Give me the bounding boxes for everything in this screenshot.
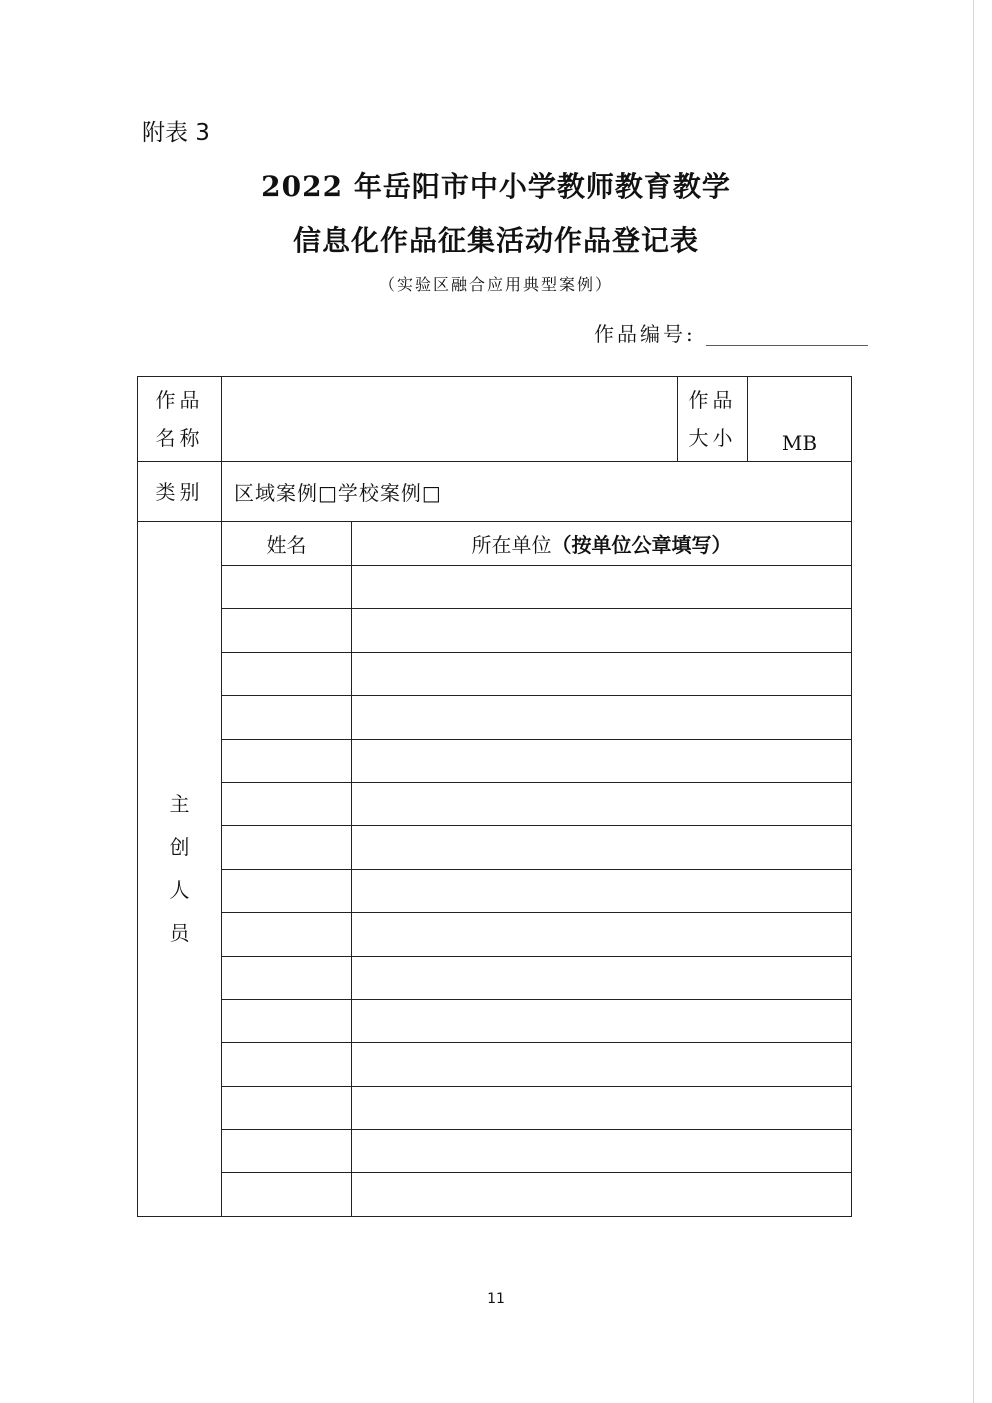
creators-label-char: 员: [169, 920, 190, 945]
work-number-label: 作品编号:: [594, 322, 696, 346]
appendix-label: 附表 3: [142, 120, 210, 146]
page-number: 11: [487, 1291, 505, 1307]
creator-unit-cell[interactable]: [352, 999, 852, 1042]
creator-unit-cell[interactable]: [352, 869, 852, 912]
work-name-field[interactable]: [222, 377, 678, 462]
scan-edge-line: [973, 0, 974, 1403]
work-name-label-line2: 名称: [155, 426, 204, 450]
creator-unit-cell[interactable]: [352, 696, 852, 739]
work-name-label: [138, 377, 222, 462]
work-size-label-line2: 大小: [688, 426, 737, 450]
creator-name-cell[interactable]: [222, 696, 352, 739]
column-header-unit-note: （按单位公章填写）: [551, 533, 732, 557]
table-row: [138, 1173, 852, 1216]
creator-unit-cell[interactable]: [352, 956, 852, 999]
creator-name-cell[interactable]: [222, 956, 352, 999]
work-size-label: [678, 377, 748, 462]
table-row: [138, 566, 852, 609]
table-row: [138, 1086, 852, 1129]
category-options[interactable]: 区域案例□学校案例□: [222, 462, 852, 522]
creator-unit-cell[interactable]: [352, 826, 852, 869]
creator-unit-cell[interactable]: [352, 739, 852, 782]
creator-unit-cell[interactable]: [352, 566, 852, 609]
creators-label-char: 创: [169, 834, 190, 859]
creators-label: [138, 522, 222, 1217]
creator-name-cell[interactable]: [222, 913, 352, 956]
table-row: [138, 696, 852, 739]
creator-name-cell[interactable]: [222, 869, 352, 912]
creators-label-char: 主: [169, 791, 190, 816]
creator-unit-cell[interactable]: [352, 1173, 852, 1216]
table-row: [138, 739, 852, 782]
table-row: [138, 826, 852, 869]
work-size-field[interactable]: [748, 377, 852, 462]
table-row: [138, 652, 852, 695]
table-row: [138, 1130, 852, 1173]
creator-name-cell[interactable]: [222, 652, 352, 695]
column-header-unit: [352, 522, 852, 566]
creator-name-cell[interactable]: [222, 782, 352, 825]
table-row: [138, 999, 852, 1042]
category-label: 类别: [138, 462, 222, 522]
table-row: [138, 956, 852, 999]
creator-unit-cell[interactable]: [352, 652, 852, 695]
registration-table: [137, 376, 852, 1217]
table-row: [138, 1043, 852, 1086]
size-unit: MB: [781, 431, 818, 455]
work-number-field[interactable]: [706, 345, 868, 346]
creator-name-cell[interactable]: [222, 999, 352, 1042]
creators-label-char: 人: [169, 877, 190, 902]
creator-unit-cell[interactable]: [352, 782, 852, 825]
work-name-row: [138, 377, 852, 462]
table-row: [138, 869, 852, 912]
creator-name-cell[interactable]: [222, 1130, 352, 1173]
creator-name-cell[interactable]: [222, 1043, 352, 1086]
work-name-label-line1: 作品: [155, 388, 204, 412]
creator-name-cell[interactable]: [222, 1173, 352, 1216]
creator-unit-cell[interactable]: [352, 1086, 852, 1129]
creator-name-cell[interactable]: [222, 609, 352, 652]
subtitle: （实验区融合应用典型案例）: [378, 275, 613, 294]
column-header-name: 姓名: [222, 522, 352, 566]
creator-name-cell[interactable]: [222, 566, 352, 609]
title-line-2: 信息化作品征集活动作品登记表: [292, 224, 699, 257]
creator-name-cell[interactable]: [222, 739, 352, 782]
work-size-label-line1: 作品: [688, 388, 737, 412]
table-row: [138, 782, 852, 825]
creator-unit-cell[interactable]: [352, 1130, 852, 1173]
creator-unit-cell[interactable]: [352, 1043, 852, 1086]
column-header-unit-text: 所在单位: [471, 533, 552, 557]
table-row: [138, 913, 852, 956]
category-row: [138, 462, 852, 522]
creator-unit-cell[interactable]: [352, 913, 852, 956]
title-line-1: 2022 年岳阳市中小学教师教育教学: [261, 170, 731, 203]
table-row: [138, 609, 852, 652]
creator-name-cell[interactable]: [222, 1086, 352, 1129]
creator-name-cell[interactable]: [222, 826, 352, 869]
creators-header-row: [138, 522, 852, 566]
creator-unit-cell[interactable]: [352, 609, 852, 652]
